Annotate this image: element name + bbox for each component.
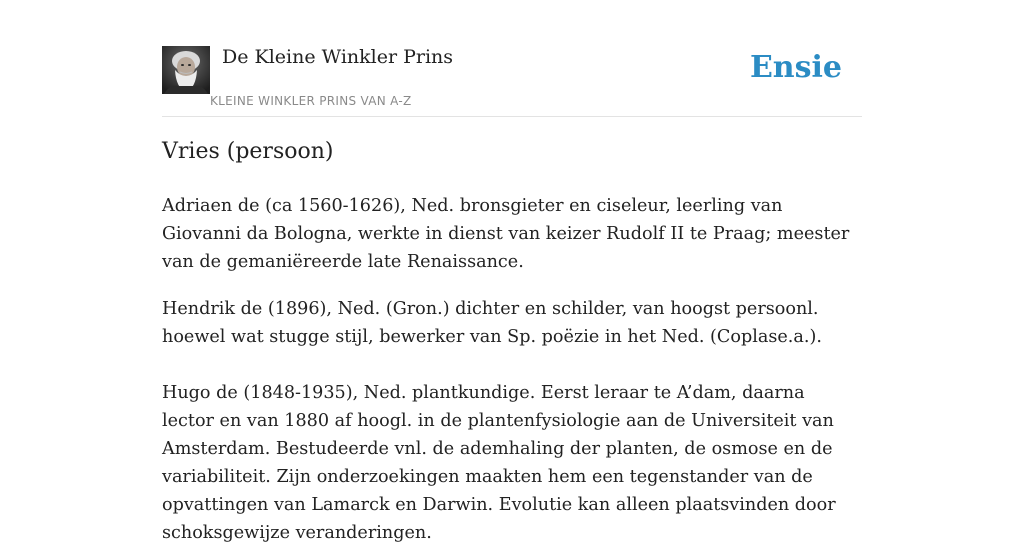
article-title: Vries (persoon): [162, 139, 334, 164]
brand-logo[interactable]: Ensie: [749, 50, 842, 85]
site-title[interactable]: De Kleine Winkler Prins: [222, 46, 454, 68]
article-paragraph: Hendrik de (1896), Ned. (Gron.) dichter en schilder, van hoogst persoonl. hoewel wat stugge stijl, bewerker van Sp. poëzie in het Ned. (Coplase.a.).: [162, 299, 822, 347]
article-paragraph: Adriaen de (ca 1560-1626), Ned. bronsgieter en ciseleur, leerling van Giovanni da Bologna, werkte in dienst van keizer Rudolf II te Praag; meester van de gemaniëreerde late Renaissance.: [162, 196, 850, 272]
article-paragraph: Hugo de (1848-1935), Ned. plantkundige. Eerst leraar te A’dam, daarna lector en van 1880 af hoogl. in de plantenfysiologie aan de Universiteit van Amsterdam. Bestudeerde vnl. de ademhaling der planten, de osmose en de variabiliteit. Zijn onderzoekingen maakten hem een tegenstander van de opvattingen van Lamarck en Darwin. Evolutie kan alleen plaatsvinden door schoksgewijze veranderingen.: [162, 383, 836, 543]
site-subtitle[interactable]: KLEINE WINKLER PRINS VAN A-Z: [210, 94, 412, 108]
portrait-photo-icon[interactable]: [162, 46, 210, 94]
article-body: [162, 192, 862, 547]
site-header: [162, 0, 862, 117]
